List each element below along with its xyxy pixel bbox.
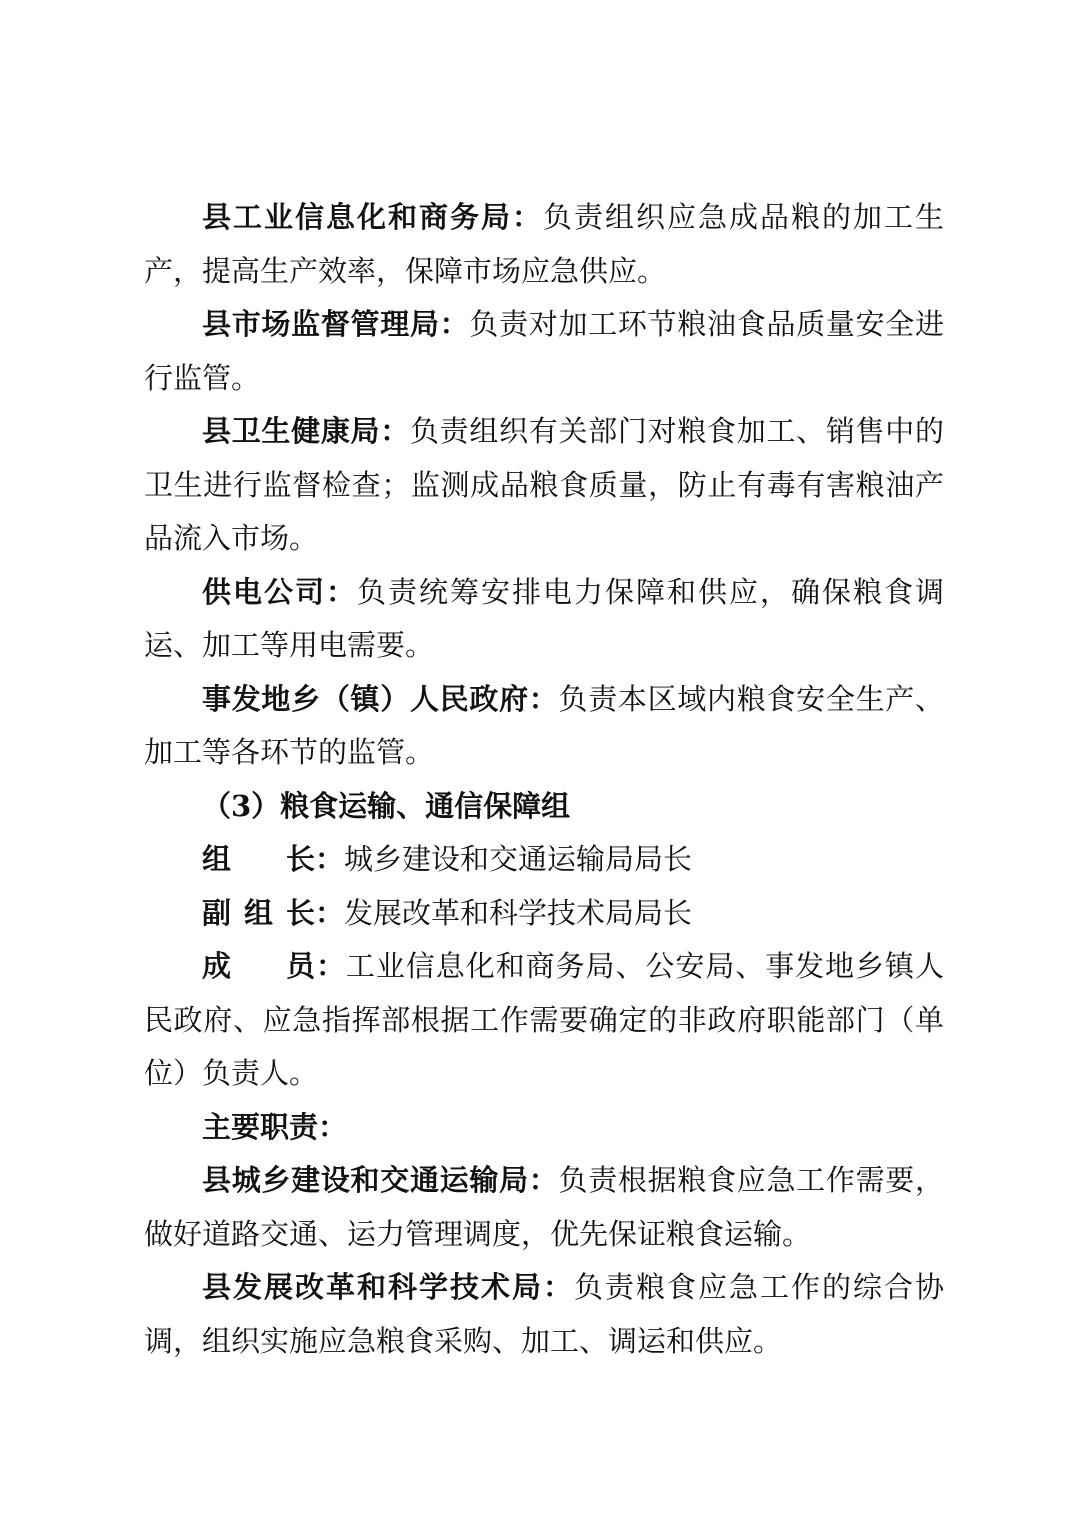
duty-text: 负责本区域内粮食安全生产、加工等各环节的监管。 xyxy=(144,681,944,769)
duty-transport xyxy=(144,1154,944,1261)
duty-lead: 县发展改革和科学技术局： xyxy=(202,1270,574,1304)
duty-development-reform xyxy=(144,1261,944,1368)
role-holder: 发展改革和科学技术局局长 xyxy=(344,895,693,930)
duty-text: 负责根据粮食应急工作需要，做好道路交通、运力管理调度，优先保证粮食运输。 xyxy=(144,1163,944,1251)
members-list: 工业信息化和商务局、公安局、事发地乡镇人民政府、应急指挥部根据工作需要确定的非政府职能部门（单位）负责人。 xyxy=(144,949,944,1090)
duty-text: 负责粮食应急工作的综合协调，组织实施应急粮食采购、加工、调运和供应。 xyxy=(144,1270,944,1358)
duty-text: 负责对加工环节粮油食品质量安全进行监管。 xyxy=(144,307,944,395)
members-row xyxy=(144,940,944,1101)
role-holder: 城乡建设和交通运输局局长 xyxy=(344,842,693,876)
group-leader-row xyxy=(144,833,944,887)
duty-lead: 县市场监督管理局： xyxy=(202,307,470,341)
duty-text: 负责统筹安排电力保障和供应，确保粮食调运、加工等用电需要。 xyxy=(144,574,944,662)
duty-power-supply xyxy=(144,566,944,673)
section-heading: （3）粮食运输、通信保障组 xyxy=(202,788,571,823)
duty-lead: 县城乡建设和交通运输局： xyxy=(202,1163,559,1197)
duties-heading: 主要职责： xyxy=(202,1109,348,1144)
duty-lead: 县工业信息化和商务局： xyxy=(202,200,543,234)
role-label: 成员 xyxy=(202,949,315,983)
role-label: 组长 xyxy=(202,842,315,876)
duty-text: 负责组织应急成品粮的加工生产，提高生产效率，保障市场应急供应。 xyxy=(144,200,944,288)
duty-lead: 事发地乡（镇）人民政府： xyxy=(202,681,559,716)
duty-market-supervision xyxy=(144,298,944,405)
role-colon: ： xyxy=(315,842,345,876)
role-label: 副组长 xyxy=(202,895,315,930)
duty-lead: 供电公司： xyxy=(202,574,357,609)
document-page xyxy=(144,191,944,1368)
duty-text: 负责组织有关部门对粮食加工、销售中的卫生进行监督检查；监测成品粮食质量，防止有毒有害粮油产品流入市场。 xyxy=(144,414,944,555)
duty-lead: 县卫生健康局： xyxy=(202,414,410,448)
duty-health xyxy=(144,405,944,566)
role-colon: ： xyxy=(315,895,345,930)
duty-industry-commerce xyxy=(144,191,944,298)
duty-township-government xyxy=(144,673,944,780)
role-colon: ： xyxy=(315,949,346,983)
deputy-leader-row xyxy=(144,887,944,941)
